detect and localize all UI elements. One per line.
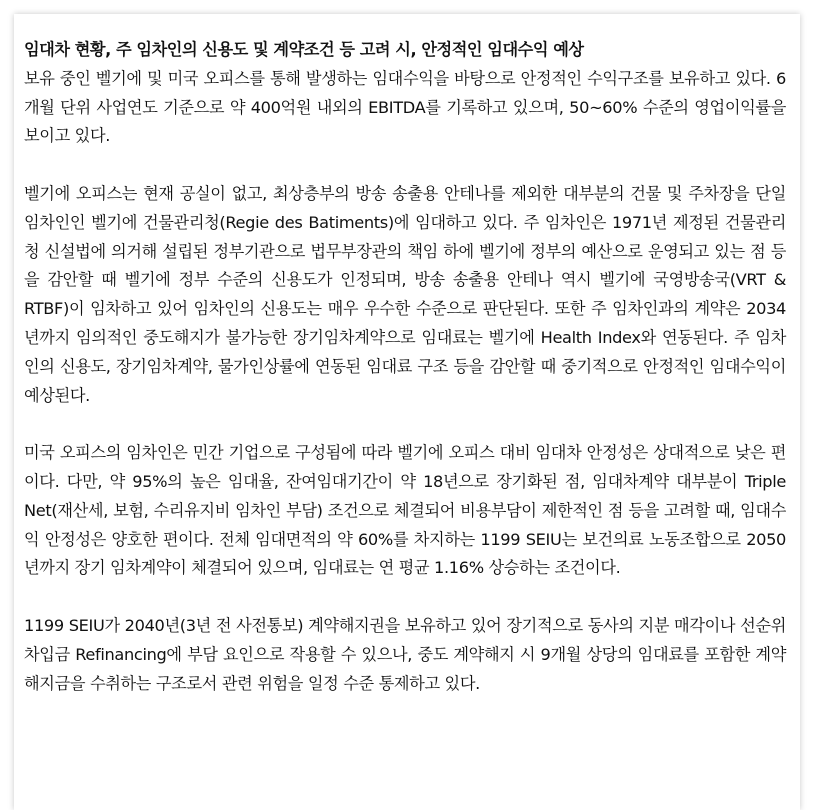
paragraph-spacer [24,410,786,439]
document-body [24,36,786,698]
paragraph-spacer [24,583,786,612]
paragraph-spacer [24,151,786,180]
document-page [14,14,800,810]
paragraph-revenue-overview: 보유 중인 벨기에 및 미국 오피스를 통해 발생하는 임대수익을 바탕으로 안정적인 수익구조를 보유하고 있다. 6개월 단위 사업연도 기준으로 약 400억원 내외의 EBITDA를 기록하고 있으며, 50~60% 수준의 영업이익률을 보이고 있다. [24,68,786,146]
section-heading: 임대차 현황, 주 임차인의 신용도 및 계약조건 등 고려 시, 안정적인 임대수익 예상 [24,40,584,59]
paragraph-termination-right: 1199 SEIU가 2040년(3년 전 사전통보) 계약해지권을 보유하고 있어 장기적으로 동사의 지분 매각이나 선순위 차입금 Refinancing에 부담 요인으로 작용할 수 있으나, 중도 계약해지 시 9개월 상당의 임대료를 포함한 계약해지금을 수취하는 구조로서 관련 위험을 일정 수준 통제하고 있다. [24,615,786,693]
paragraph-us-office: 미국 오피스의 임차인은 민간 기업으로 구성됨에 따라 벨기에 오피스 대비 임대차 안정성은 상대적으로 낮은 편이다. 다만, 약 95%의 높은 임대율, 잔여임대기간이 약 18년으로 장기화된 점, 임대차계약 대부분이 Triple Net(재산세, 보험, 수리유지비 임차인 부담) 조건으로 체결되어 비용부담이 제한적인 점 등을 고려할 때, 임대수익 안정성은 양호한 편이다. 전체 임대면적의 약 60%를 차지하는 1199 SEIU는 보건의료 노동조합으로 2050년까지 장기 임차계약이 체결되어 있으며, 임대료는 연 평균 1.16% 상승하는 조건이다. [24,443,786,578]
paragraph-belgium-office: 벨기에 오피스는 현재 공실이 없고, 최상층부의 방송 송출용 안테나를 제외한 대부분의 건물 및 주차장을 단일 임차인인 벨기에 건물관리청(Regie des Batiments)에 임대하고 있다. 주 임차인은 1971년 제정된 건물관리청 신설법에 의거해 설립된 정부기관으로 법무부장관의 책임 하에 벨기에 정부의 예산으로 운영되고 있는 점 등을 감안할 때 벨기에 정부 수준의 신용도가 인정되며, 방송 송출용 안테나 역시 벨기에 국영방송국(VRT & RTBF)이 임차하고 있어 임차인의 신용도는 매우 우수한 수준으로 판단된다. 또한 주 임차인과의 계약은 2034년까지 임의적인 중도해지가 불가능한 장기임차계약으로 임대료는 벨기에 Health Index와 연동된다. 주 임차인의 신용도, 장기임차계약, 물가인상률에 연동된 임대료 구조 등을 감안할 때 중기적으로 안정적인 임대수익이 예상된다. [24,183,786,405]
